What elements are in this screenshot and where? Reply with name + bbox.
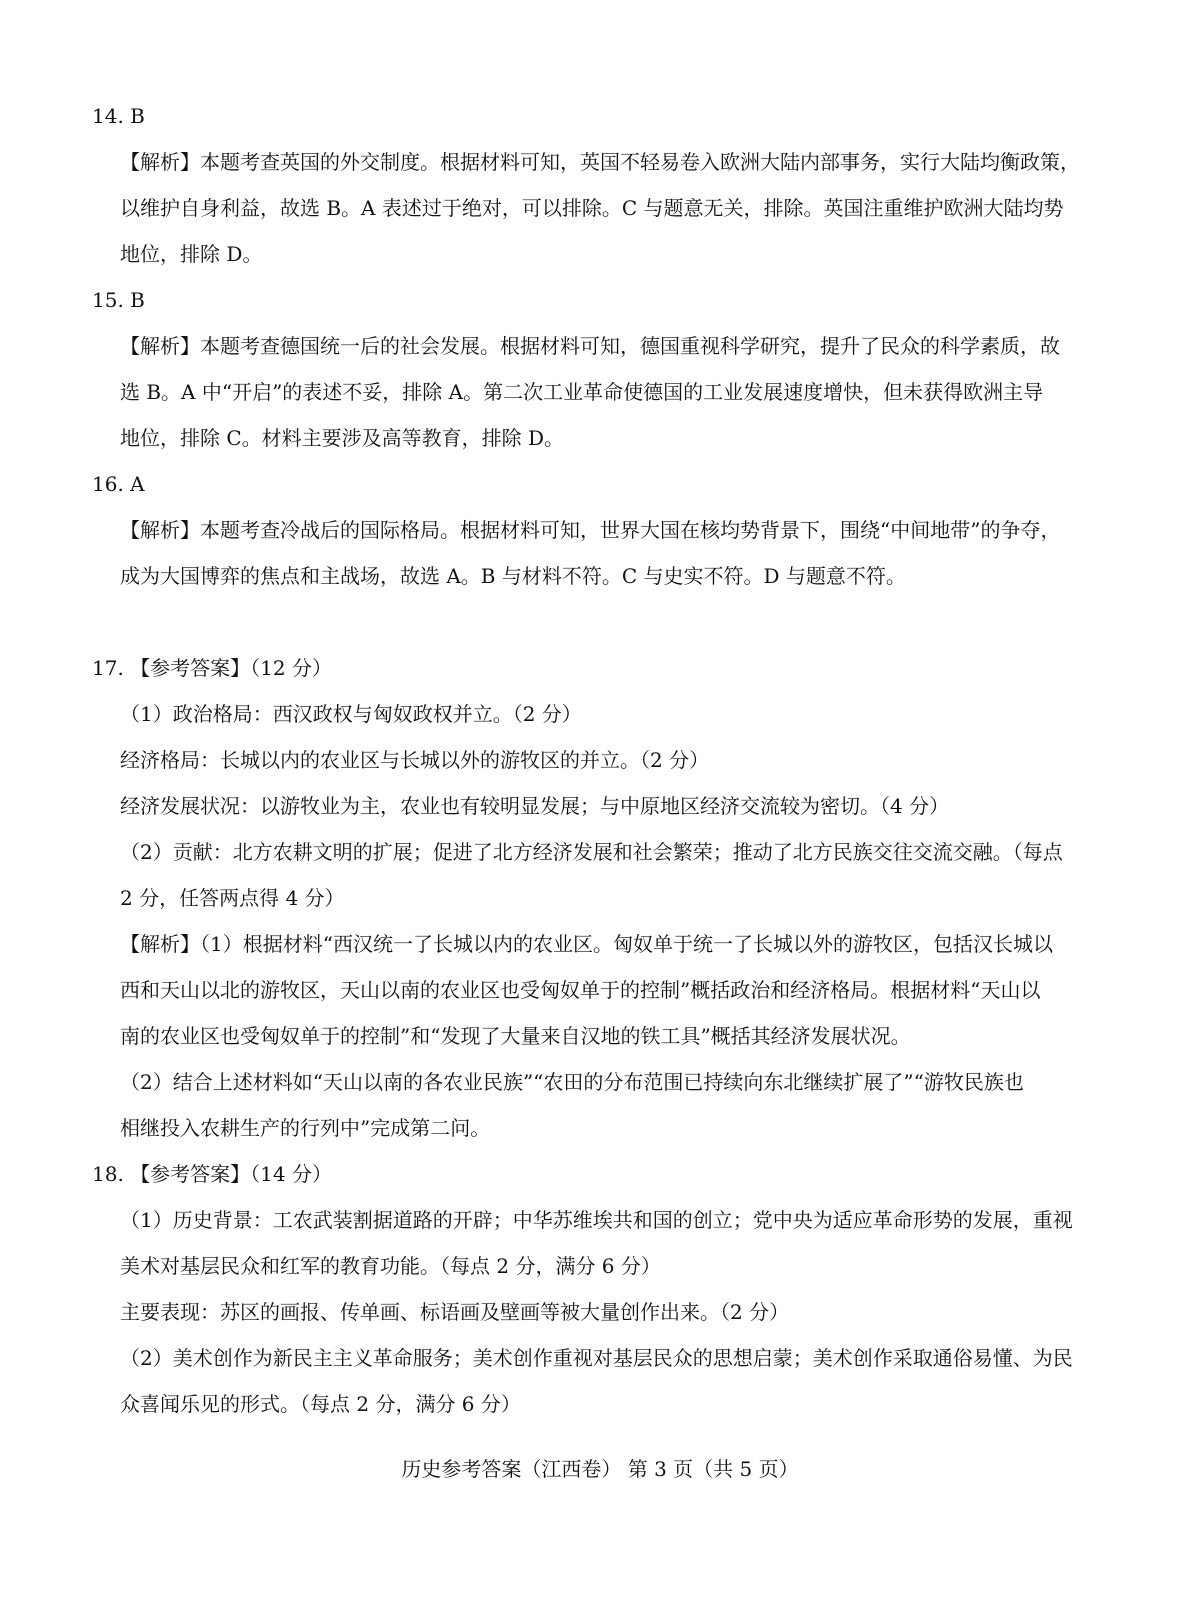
question-18-answer-line: 美术对基层民众和红军的教育功能。（每点 2 分，满分 6 分） bbox=[120, 1254, 661, 1278]
question-15-number: 15. B bbox=[92, 288, 145, 312]
question-18-answer-line: （2）美术创作为新民主主义革命服务；美术创作重视对基层民众的思想启蒙；美术创作采取通俗易懂、为民 bbox=[120, 1346, 1073, 1370]
question-16-number: 16. A bbox=[92, 472, 145, 496]
question-17-answer-line: （2）贡献：北方农耕文明的扩展；促进了北方经济发展和社会繁荣；推动了北方民族交往交流交融。（每点 bbox=[120, 840, 1063, 864]
question-16-analysis-line: 成为大国博弈的焦点和主战场，故选 A。B 与材料不符。C 与史实不符。D 与题意不符。 bbox=[120, 564, 906, 588]
question-18-answer-line: 众喜闻乐见的形式。（每点 2 分，满分 6 分） bbox=[120, 1392, 521, 1416]
question-17-answer-line: 经济格局：长城以内的农业区与长城以外的游牧区的并立。（2 分） bbox=[120, 748, 710, 772]
question-17-heading: 17. 【参考答案】（12 分） bbox=[92, 656, 332, 680]
question-17-analysis-line: 【解析】（1）根据材料“西汉统一了长城以内的农业区。匈奴单于统一了长城以外的游牧区，包括汉长城以 bbox=[120, 932, 1053, 956]
page-footer: 历史参考答案（江西卷） 第 3 页（共 5 页） bbox=[401, 1457, 799, 1481]
question-17-analysis-line: 西和天山以北的游牧区，天山以南的农业区也受匈奴单于的控制”概括政治和经济格局。根据材料“天山以 bbox=[120, 978, 1041, 1002]
question-17-answer-line: （1）政治格局：西汉政权与匈奴政权并立。（2 分） bbox=[120, 702, 582, 726]
question-14-analysis-line: 地位，排除 D。 bbox=[120, 242, 263, 266]
question-17-answer-line: 2 分，任答两点得 4 分） bbox=[120, 886, 345, 910]
question-16-analysis-line: 【解析】本题考查冷战后的国际格局。根据材料可知，世界大国在核均势背景下，围绕“中间地带”的争夺， bbox=[120, 518, 1061, 542]
question-15-analysis-line: 【解析】本题考查德国统一后的社会发展。根据材料可知，德国重视科学研究，提升了民众的科学素质，故 bbox=[120, 334, 1060, 358]
question-17-analysis-line: 相继投入农耕生产的行列中”完成第二问。 bbox=[120, 1116, 491, 1140]
question-17-analysis-line: 南的农业区也受匈奴单于的控制”和“发现了大量来自汉地的铁工具”概括其经济发展状况。 bbox=[120, 1024, 911, 1048]
question-18-heading: 18. 【参考答案】（14 分） bbox=[92, 1162, 332, 1186]
question-17-analysis-line: （2）结合上述材料如“天山以南的各农业民族”“农田的分布范围已持续向东北继续扩展了”“游牧民族也 bbox=[120, 1070, 1024, 1094]
question-14-analysis-line: 以维护自身利益，故选 B。A 表述过于绝对，可以排除。C 与题意无关，排除。英国注重维护欧洲大陆均势 bbox=[120, 196, 1064, 220]
question-14-number: 14. B bbox=[92, 104, 145, 128]
question-15-analysis-line: 地位，排除 C。材料主要涉及高等教育，排除 D。 bbox=[120, 426, 565, 450]
question-18-answer-line: （1）历史背景：工农武装割据道路的开辟；中华苏维埃共和国的创立；党中央为适应革命形势的发展，重视 bbox=[120, 1208, 1073, 1232]
question-17-answer-line: 经济发展状况：以游牧业为主，农业也有较明显发展；与中原地区经济交流较为密切。（4 分） bbox=[120, 794, 950, 818]
question-14-analysis-line: 【解析】本题考查英国的外交制度。根据材料可知，英国不轻易卷入欧洲大陆内部事务，实行大陆均衡政策， bbox=[120, 150, 1080, 174]
question-15-analysis-line: 选 B。A 中“开启”的表述不妥，排除 A。第二次工业革命使德国的工业发展速度增快，但未获得欧洲主导 bbox=[120, 380, 1044, 404]
question-18-answer-line: 主要表现：苏区的画报、传单画、标语画及壁画等被大量创作出来。（2 分） bbox=[120, 1300, 790, 1324]
